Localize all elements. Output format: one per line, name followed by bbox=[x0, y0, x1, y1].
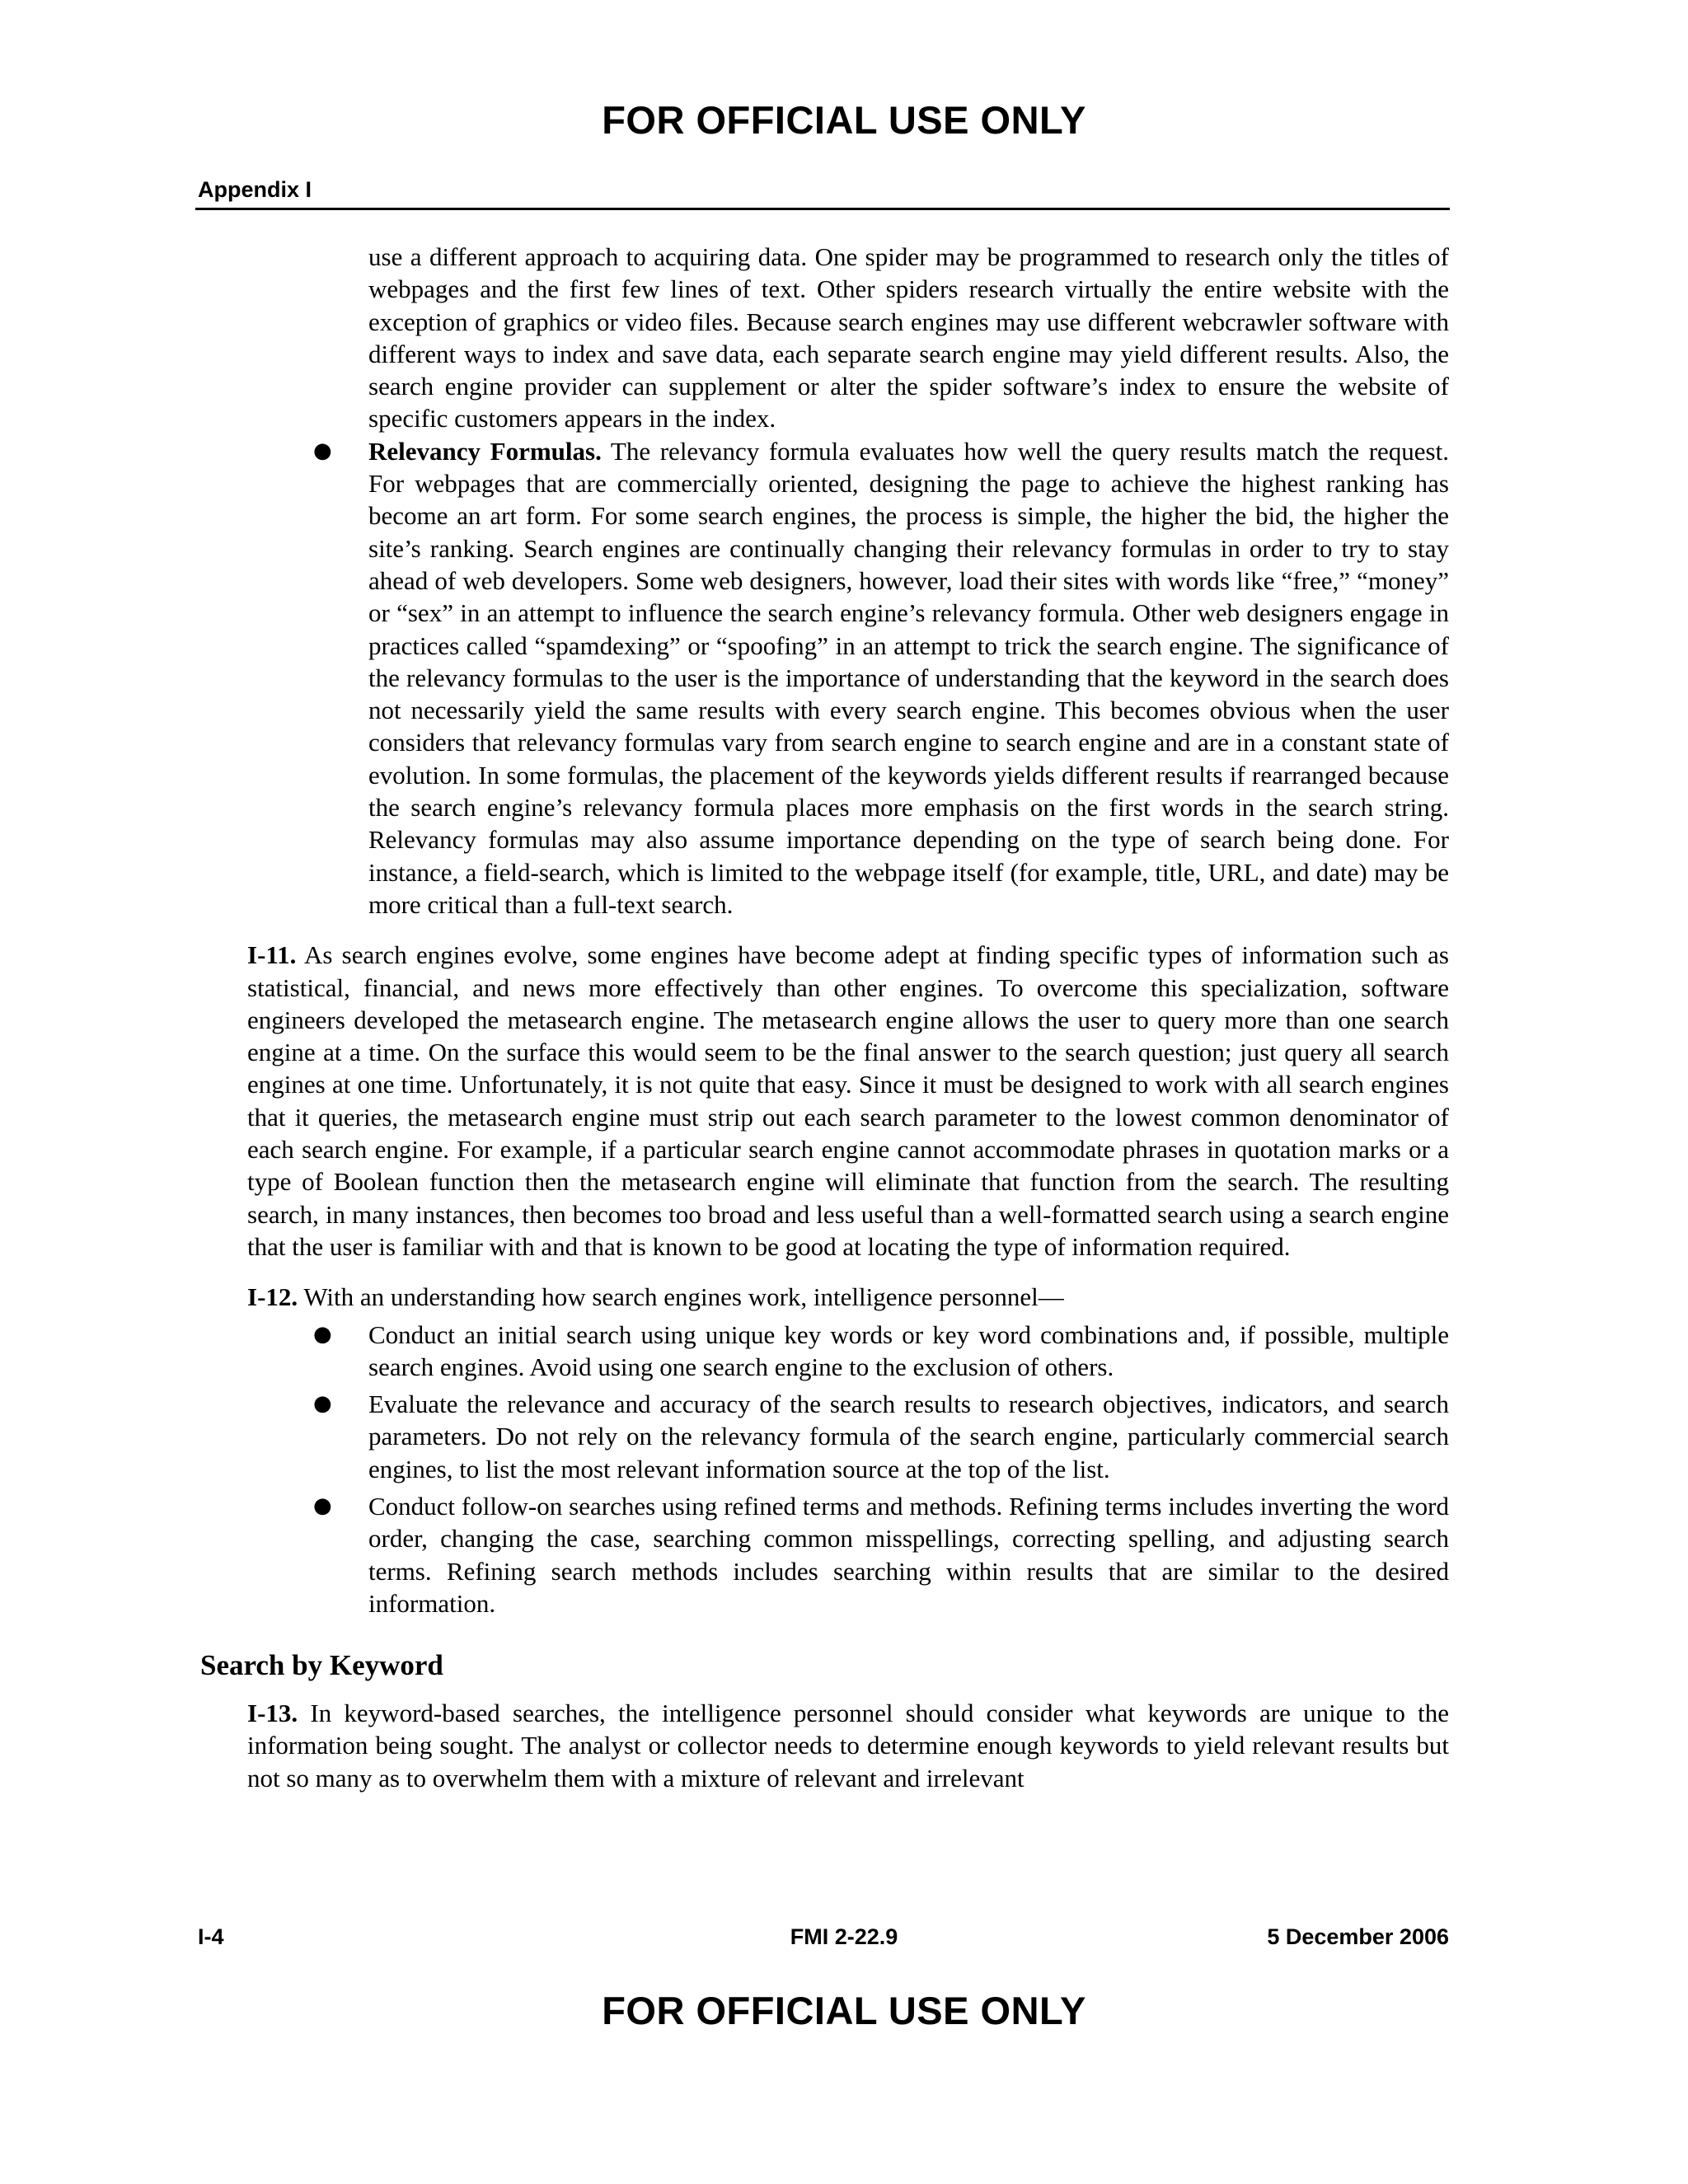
classification-banner-top: FOR OFFICIAL USE ONLY bbox=[602, 98, 1086, 142]
paragraph-i-13 bbox=[247, 1697, 1449, 1794]
bullet-icon: ● bbox=[313, 438, 332, 463]
relevancy-bullet-list bbox=[247, 435, 1449, 921]
bullet-item-follow-on-searches bbox=[247, 1490, 1449, 1619]
paragraph-number: I-12. bbox=[247, 1282, 298, 1312]
bullet-text: Conduct an initial search using unique key words or key word combinations and, if possible, multiple search engines. Avoid using one search engine to the exclusion of others. bbox=[368, 1319, 1449, 1381]
page-body bbox=[200, 241, 1449, 1794]
footer-date: 5 December 2006 bbox=[1267, 1924, 1449, 1949]
bullet-text: Conduct follow-on searches using refined terms and methods. Refining terms includes inverting the word order, changing the case, searching common misspellings, correcting spelling, and adjusting search terms. Refining search methods includes searching within results that are similar to the desired information. bbox=[368, 1491, 1449, 1618]
paragraph-number: I-11. bbox=[247, 940, 297, 970]
bullet-item-relevancy-formulas bbox=[247, 435, 1449, 921]
footer-publication: FMI 2-22.9 bbox=[790, 1924, 898, 1949]
classification-banner-bottom: FOR OFFICIAL USE ONLY bbox=[602, 1989, 1086, 2032]
paragraph-text: In keyword-based searches, the intelligence personnel should consider what keywords are unique to the information being sought. The analyst or collector needs to determine enough keywords to yield relevant results but not so many as to overwhelm them with a mixture of relevant and irrelevant bbox=[247, 1699, 1449, 1793]
bullet-icon: ● bbox=[313, 1493, 332, 1518]
bullet-icon: ● bbox=[313, 1321, 332, 1347]
bullet-text: Evaluate the relevance and accuracy of the search results to research objectives, indicators, and search parameters. Do not rely on the relevancy formula of the search engine, particularly commercial search engines, to list the most relevant information source at the top of the list. bbox=[368, 1390, 1449, 1483]
header-rule bbox=[195, 208, 1450, 210]
bullet-icon: ● bbox=[313, 1391, 332, 1417]
paragraph-text: As search engines evolve, some engines have become adept at finding specific types of information such as statistical, financial, and news more effectively than other engines. To overcome this specialization, software engineers developed the metasearch engine. The metasearch engine allows the user to query more than one search engine at a time. On the surface this would seem to be the final answer to the search question; just query all search engines at one time. Unfortunately, it is not quite that easy. Since it must be designed to work with all search engines that it queries, the metasearch engine must strip out each search parameter to the lowest common denominator of each search engine. For example, if a particular search engine cannot accommodate phrases in quotation marks or a type of Boolean function then the metasearch engine will eliminate that function from the search. The resulting search, in many instances, then becomes too broad and less useful than a well-formatted search using a search engine that the user is familiar with and that is known to be good at locating the type of information required. bbox=[247, 940, 1449, 1261]
footer-page-number: I-4 bbox=[198, 1924, 224, 1949]
paragraph-number: I-13. bbox=[247, 1699, 298, 1728]
bullet-item-initial-search bbox=[247, 1319, 1449, 1384]
paragraph-i-11 bbox=[247, 939, 1449, 1263]
paragraph-text: With an understanding how search engines work, intelligence personnel— bbox=[298, 1282, 1064, 1312]
continued-paragraph: use a different approach to acquiring data. One spider may be programmed to research only the titles of webpages and the first few lines of text. Other spiders research virtually the entire website with the exception of graphics or video files. Because search engines may use different webcrawler software with different ways to index and save data, each separate search engine may yield different results. Also, the search engine provider can supplement or alter the spider software’s index to ensure the website of specific customers appears in the index. bbox=[368, 242, 1449, 434]
personnel-actions-list bbox=[247, 1319, 1449, 1620]
bullet-lead-in: Relevancy Formulas. bbox=[368, 436, 602, 466]
section-heading-search-by-keyword: Search by Keyword bbox=[200, 1649, 443, 1682]
bullet-item-evaluate-relevance bbox=[247, 1388, 1449, 1485]
running-head: Appendix I bbox=[198, 177, 312, 202]
bullet-text: The relevancy formula evaluates how well the query results match the request. For webpages that are commercially oriented, designing the page to achieve the highest ranking has become an art form. For some search engines, the process is simple, the higher the bid, the higher the site’s ranking. Search engines are continually changing their relevancy formulas in order to try to stay ahead of web developers. Some web designers, however, load their sites with words like “free,” “money” or “sex” in an attempt to influence the search engine’s relevancy formula. Other web designers engage in practices called “spamdexing” or “spoofing” in an attempt to trick the search engine. The significance of the relevancy formulas to the user is the importance of understanding that the keyword in the search does not necessarily yield the same results with every search engine. This becomes obvious when the user considers that relevancy formulas vary from search engine to search engine and are in a constant state of evolution. In some formulas, the placement of the keywords yields different results if rearranged because the search engine’s relevancy formula places more emphasis on the first words in the search string. Relevancy formulas may also assume importance depending on the type of search being done. For instance, a field-search, which is limited to the webpage itself (for example, title, URL, and date) may be more critical than a full-text search. bbox=[368, 436, 1449, 919]
paragraph-i-12 bbox=[247, 1281, 1449, 1313]
